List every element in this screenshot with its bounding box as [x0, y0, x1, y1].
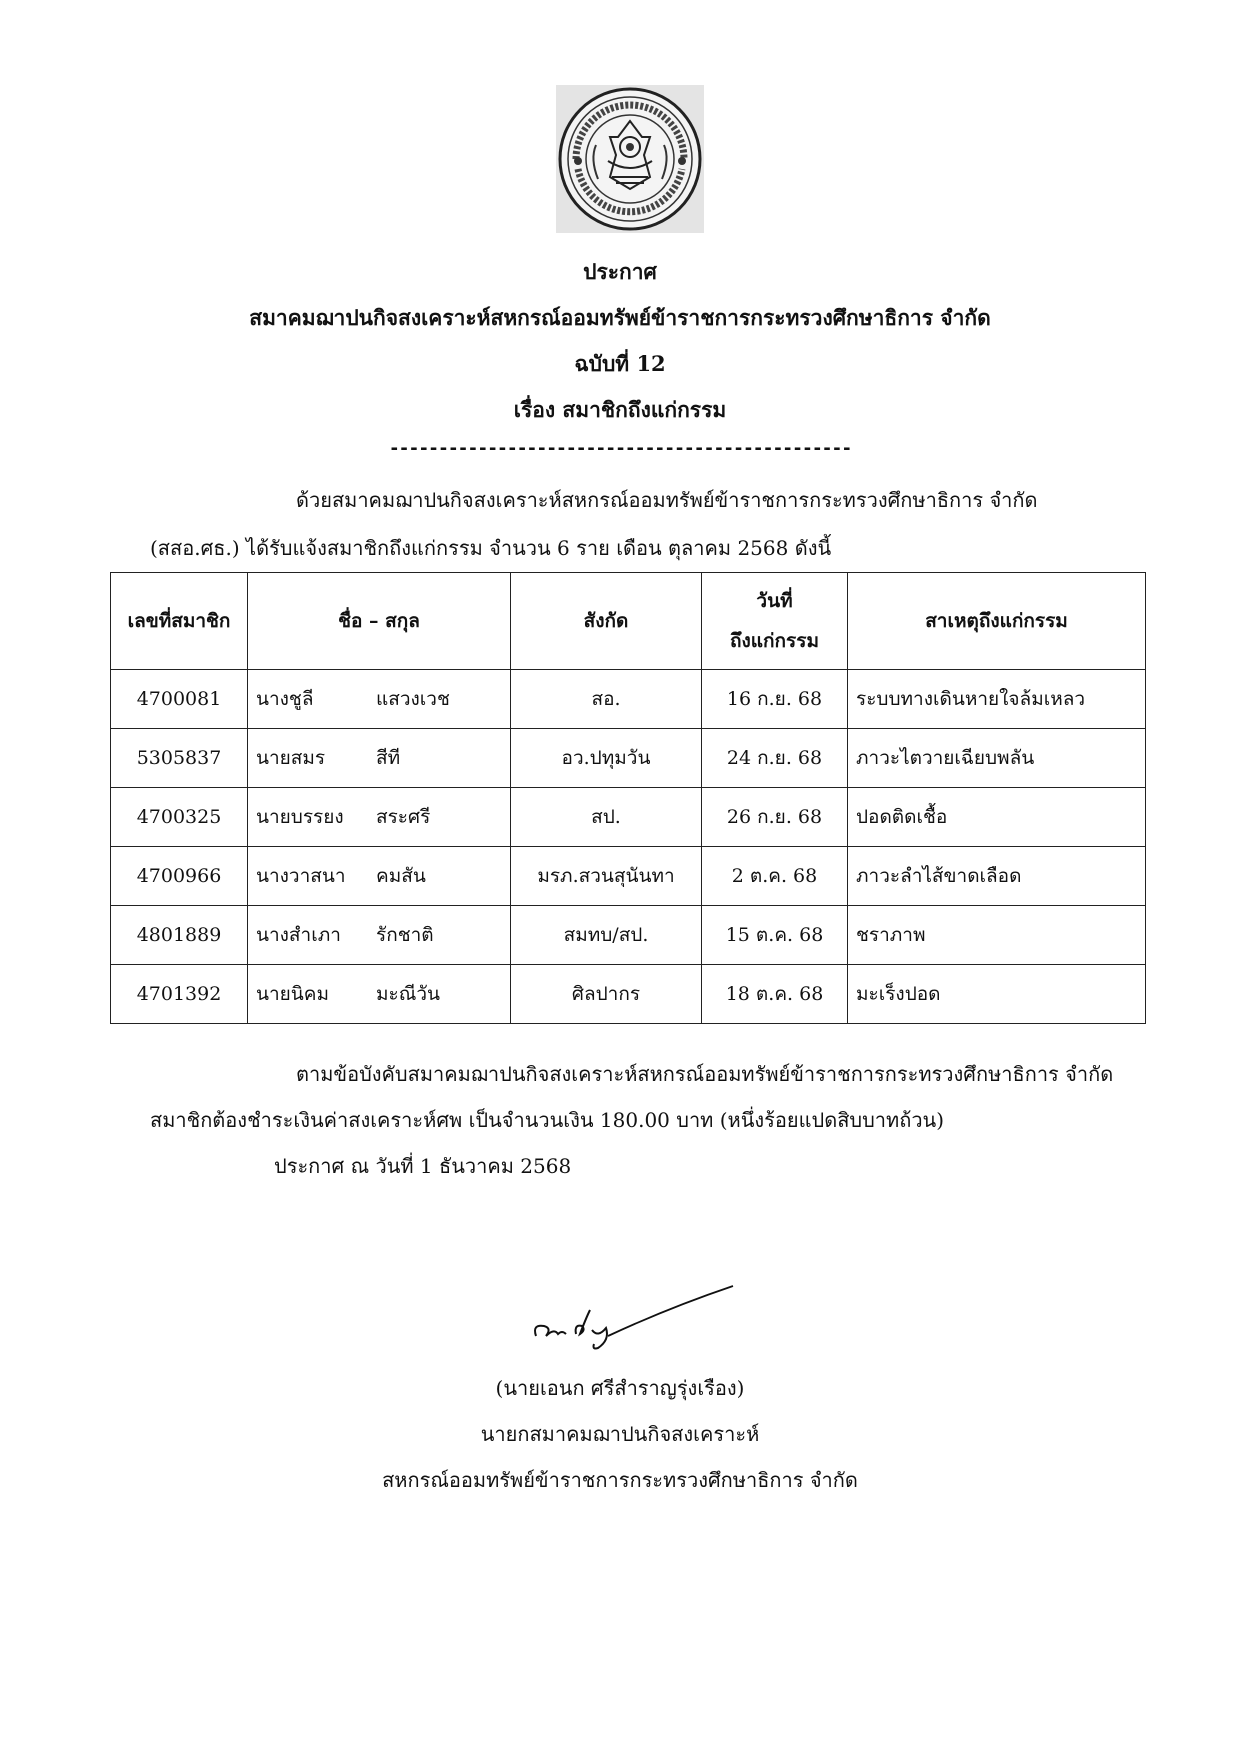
member-name-cell [248, 906, 511, 965]
member-name-cell [248, 788, 511, 847]
divider: ----------------------------------------------- [388, 438, 852, 459]
cause-cell: มะเร็งปอด [848, 965, 1146, 1024]
header-cause: สาเหตุถึงแก่กรรม [848, 573, 1146, 670]
date-cell: 15 ต.ค. 68 [702, 906, 848, 965]
table-row [111, 906, 1146, 965]
first-name: นางสำเภา [256, 924, 341, 946]
date-cell: 18 ต.ค. 68 [702, 965, 848, 1024]
member-name-cell [248, 847, 511, 906]
table-row [111, 847, 1146, 906]
header-name: ชื่อ – สกุล [248, 573, 511, 670]
last-name: คมสัน [376, 865, 426, 887]
member-name-cell [248, 670, 511, 729]
member-id-cell: 4700966 [111, 847, 248, 906]
table-row [111, 670, 1146, 729]
member-id-cell: 4801889 [111, 906, 248, 965]
cause-cell: ปอดติดเชื้อ [848, 788, 1146, 847]
intro-line-2: (สสอ.ศธ.) ได้รับแจ้งสมาชิกถึงแก่กรรม จำนวน 6 ราย เดือน ตุลาคม 2568 ดังนี้ [150, 536, 832, 560]
last-name: สระศรี [376, 806, 431, 828]
date-cell: 26 ก.ย. 68 [702, 788, 848, 847]
unit-cell: สมทบ/สป. [511, 906, 702, 965]
date-cell: 24 ก.ย. 68 [702, 729, 848, 788]
date-cell: 2 ต.ค. 68 [702, 847, 848, 906]
member-name-cell [248, 729, 511, 788]
cause-cell: ชราภาพ [848, 906, 1146, 965]
header-date-line2: ถึงแก่กรรม [730, 630, 819, 652]
signatory-position-1: นายกสมาคมฌาปนกิจสงเคราะห์ [480, 1422, 760, 1446]
header-date-line1: วันที่ [756, 590, 793, 612]
unit-cell: สอ. [511, 670, 702, 729]
first-name: นายบรรยง [256, 806, 344, 828]
cause-cell: ระบบทางเดินหายใจล้มเหลว [848, 670, 1146, 729]
member-id-cell: 5305837 [111, 729, 248, 788]
last-name: สีที [376, 747, 401, 769]
header-member-id: เลขที่สมาชิก [111, 573, 248, 670]
table-row [111, 729, 1146, 788]
unit-cell: ศิลปากร [511, 965, 702, 1024]
first-name: นายนิคม [256, 983, 330, 1005]
first-name: นายสมร [256, 747, 326, 769]
association-seal-icon [556, 85, 704, 233]
cause-cell: ภาวะลำไส้ขาดเลือด [848, 847, 1146, 906]
last-name: แสวงเวช [376, 688, 450, 710]
regulation-line-1: ตามข้อบังคับสมาคมฌาปนกิจสงเคราะห์สหกรณ์ออมทรัพย์ข้าราชการกระทรวงศึกษาธิการ จำกัด [296, 1062, 1114, 1086]
member-name-cell [248, 965, 511, 1024]
issue-number: ฉบับที่ 12 [574, 351, 666, 376]
intro-line-1: ด้วยสมาคมฌาปนกิจสงเคราะห์สหกรณ์ออมทรัพย์ข้าราชการกระทรวงศึกษาธิการ จำกัด [296, 488, 1038, 512]
last-name: รักชาติ [376, 924, 434, 946]
member-id-cell: 4701392 [111, 965, 248, 1024]
member-id-cell: 4700325 [111, 788, 248, 847]
deceased-members-table [110, 572, 1146, 1024]
last-name: มะณีวัน [376, 983, 441, 1005]
regulation-line-2: สมาชิกต้องชำระเงินค่าสงเคราะห์ศพ เป็นจำนวนเงิน 180.00 บาท (หนึ่งร้อยแปดสิบบาทถ้วน) [150, 1108, 945, 1132]
member-id-cell: 4700081 [111, 670, 248, 729]
table-header-row [111, 573, 1146, 670]
unit-cell: อว.ปทุมวัน [511, 729, 702, 788]
cause-cell: ภาวะไตวายเฉียบพลัน [848, 729, 1146, 788]
table-row [111, 965, 1146, 1024]
association-name: สมาคมฌาปนกิจสงเคราะห์สหกรณ์ออมทรัพย์ข้าราชการกระทรวงศึกษาธิการ จำกัด [249, 305, 991, 330]
first-name: นางชูลี [256, 688, 314, 710]
signatory-position-2: สหกรณ์ออมทรัพย์ข้าราชการกระทรวงศึกษาธิการ จำกัด [382, 1468, 858, 1492]
header-unit: สังกัด [511, 573, 702, 670]
handwritten-signature-icon [528, 1278, 738, 1358]
signatory-name: (นายเอนก ศรีสำราญรุ่งเรือง) [495, 1376, 745, 1400]
date-cell: 16 ก.ย. 68 [702, 670, 848, 729]
announce-date: ประกาศ ณ วันที่ 1 ธันวาคม 2568 [274, 1154, 572, 1178]
table-row [111, 788, 1146, 847]
unit-cell: มรภ.สวนสุนันทา [511, 847, 702, 906]
unit-cell: สป. [511, 788, 702, 847]
first-name: นางวาสนา [256, 865, 346, 887]
header-date [702, 573, 848, 670]
subject-line: เรื่อง สมาชิกถึงแก่กรรม [513, 397, 727, 422]
announcement-heading: ประกาศ [583, 259, 657, 284]
